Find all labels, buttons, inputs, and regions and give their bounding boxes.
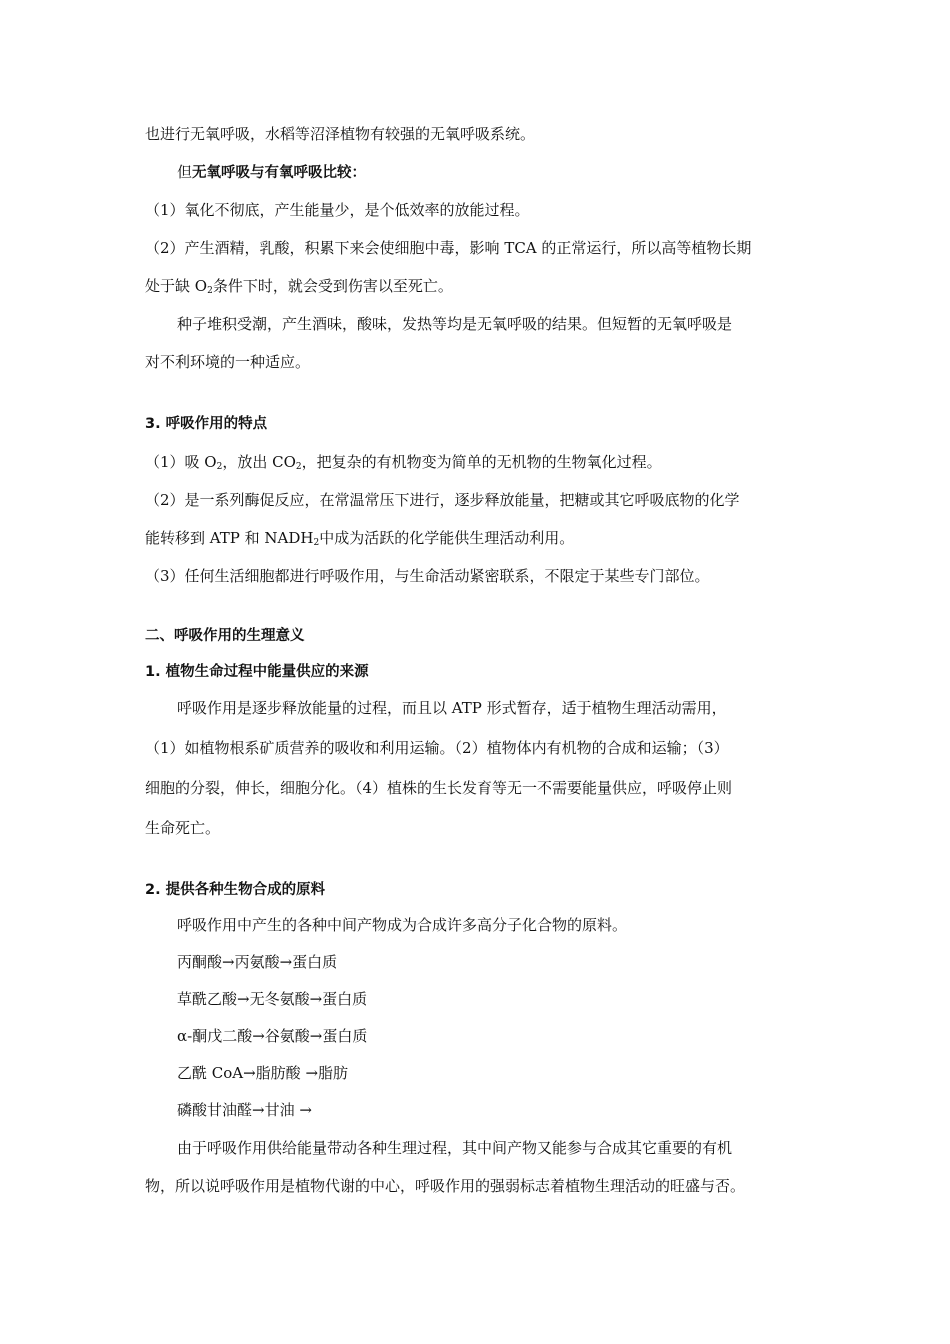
text-line: 能转移到 ATP 和 $NADH_2$中成为活跃的化学能供生理活动利用。 xyxy=(145,529,575,548)
section-heading: 2. 提供各种生物合成的原料 xyxy=(145,882,326,898)
text-line: 处于缺 $O_2$条件下时，就会受到伤害以至死亡。 xyxy=(145,277,453,296)
text-line: 细胞的分裂，伸长，细胞分化。（4）植株的生长发育等无一不需要能量供应，呼吸停止则 xyxy=(145,779,733,797)
text-line: 物，所以说呼吸作用是植物代谢的中心，呼吸作用的强弱标志着植物生理活动的旺盛与否。 xyxy=(145,1177,746,1195)
text-line: 但无氧呼吸与有氧呼吸比较： xyxy=(177,163,367,181)
section-heading: 二、呼吸作用的生理意义 xyxy=(145,628,305,644)
pathway-line: 草酰乙酸→无冬氨酸→蛋白质 xyxy=(177,990,368,1008)
text-line: （2）是一系列酶促反应，在常温常压下进行，逐步释放能量，把糖或其它呼吸底物的化学 xyxy=(145,491,740,509)
pathway-line: 丙酮酸→丙氨酸→蛋白质 xyxy=(177,953,338,971)
section-heading: 1. 植物生命过程中能量供应的来源 xyxy=(145,664,369,680)
text-line: （1）如植物根系矿质营养的吸收和利用运输。（2）植物体内有机物的合成和运输；（3） xyxy=(145,739,729,757)
text-line: 也进行无氧呼吸，水稻等沼泽植物有较强的无氧呼吸系统。 xyxy=(145,125,536,143)
text-line: 呼吸作用是逐步释放能量的过程，而且以 ATP 形式暂存，适于植物生理活动需用， xyxy=(177,699,727,717)
text-line: （2）产生酒精，乳酸，积累下来会使细胞中毒，影响 TCA 的正常运行，所以高等植物长期 xyxy=(145,239,752,257)
text-line: 呼吸作用中产生的各种中间产物成为合成许多高分子化合物的原料。 xyxy=(177,916,628,934)
pathway-line: 磷酸甘油醛→甘油 → xyxy=(177,1101,312,1119)
text-line: 由于呼吸作用供给能量带动各种生理过程，其中间产物又能参与合成其它重要的有机 xyxy=(177,1139,733,1157)
text-line: 种子堆积受潮，产生酒味，酸味，发热等均是无氧呼吸的结果。但短暂的无氧呼吸是 xyxy=(177,315,733,333)
text-line: （1）氧化不彻底，产生能量少，是个低效率的放能过程。 xyxy=(145,201,530,219)
section-heading: 3. 呼吸作用的特点 xyxy=(145,416,268,432)
text-line: （3）任何生活细胞都进行呼吸作用，与生命活动紧密联系，不限定于某些专门部位。 xyxy=(145,567,710,585)
text-line: （1）吸 $O_2$，放出 $CO_2$，把复杂的有机物变为简单的无机物的生物氧化过程。 xyxy=(145,453,662,472)
pathway-line: 乙酰 CoA→脂肪酸 →脂肪 xyxy=(177,1064,349,1082)
text-line: 生命死亡。 xyxy=(145,819,221,837)
text-line: 对不利环境的一种适应。 xyxy=(145,353,311,371)
bold-heading: 无氧呼吸与有氧呼吸比较： xyxy=(192,165,367,181)
pathway-line: α-酮戊二酸→谷氨酸→蛋白质 xyxy=(177,1027,368,1045)
